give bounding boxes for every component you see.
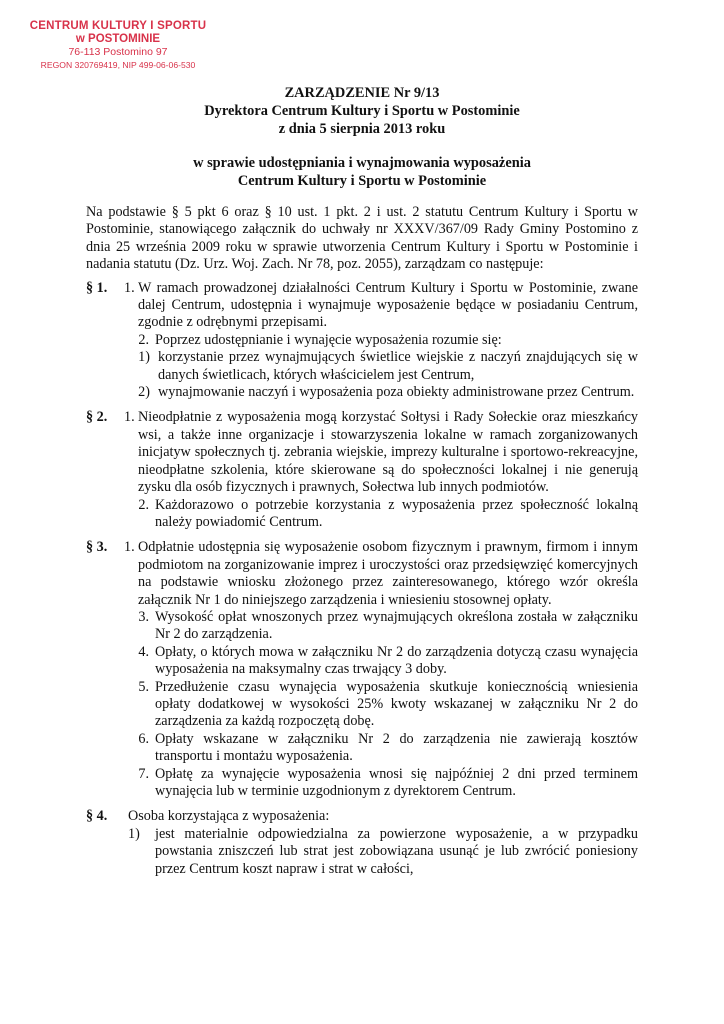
subject-line-2: Centrum Kultury i Sportu w Postominie [237, 173, 487, 189]
section-2: § 2. 1. Nieodpłatnie z wyposażenia mogą korzystać Sołtysi i Rady Sołeckie oraz mieszkańcy wsi, a także inne organizacje i stowarzyszenia lokalne w ramach zorganizowanych inicjatyw społecznych tj. zebrania wiejskie, imprezy kulturalne i sportowo-rekreacyjne, nieodpłatne szkolenia, które skierowane są do społeczności lokalnej i nie generują zysku dla osób fizycznych i prawnych, Sołectwa lub innych podmiotów. 2. Każdorazowo o potrzebie korzystania z wyposażenia przez społeczność lokalną należy powiadomić Centrum. [86, 409, 638, 530]
stamp-line-2: w POSTOMINIE [75, 33, 161, 45]
document-header [86, 84, 638, 138]
section-3-point-7-number: 7. [138, 765, 149, 782]
section-3-point-6: Opłaty wskazane w załączniku Nr 2 do zarządzenia nie zawierają kosztów transportu i montażu wyposażenia. [155, 730, 638, 765]
section-3-point-3: Wysokość opłat wnoszonych przez wynajmujących określona została w załączniku Nr 2 do zarządzenia. [155, 608, 638, 643]
stamp-line-1: CENTRUM KULTURY I SPORTU [29, 20, 207, 32]
organization-stamp [18, 20, 218, 72]
document-subject [86, 154, 638, 190]
document-date: z dnia 5 sierpnia 2013 roku [278, 121, 446, 137]
section-4-point-1: Osoba korzystająca z wyposażenia: [128, 808, 330, 825]
section-1-item-1-number: 1) [138, 349, 150, 366]
document-issuer: Dyrektora Centrum Kultury i Sportu w Postominie [204, 103, 520, 119]
section-2-point-1: Nieodpłatnie z wyposażenia mogą korzystać Sołtysi i Rady Sołeckie oraz mieszkańcy wsi, a także inne organizacje i stowarzyszenia lokalne w ramach zorganizowanych inicjatyw społecznych tj. zebrania wiejskie, imprezy kulturalne i sportowo-rekreacyjne, nieodpłatne szkolenia, które skierowane są do społeczności lokalnej i nie generują zysku dla osób fizycznych i prawnych, Sołectwa lub innych podmiotów. [138, 409, 638, 496]
section-3-point-6-number: 6. [138, 730, 149, 747]
section-3-point-1: Odpłatnie udostępnia się wyposażenie osobom fizycznym i prawnym, firmom i innym podmiotom na zorganizowanie imprez i uroczystości oraz przedsięwzięć komercyjnych na podstawie wniosku złożonego przez zainteresowanego, którego wzór określa załącznik Nr 1 do niniejszego zarządzenia i wniesieniu stosownej opłaty. [138, 539, 638, 608]
section-3-point-4-number: 4. [138, 643, 149, 660]
section-4-item-1: jest materialnie odpowiedzialna za powierzone wyposażenie, a w przypadku powstania zniszczeń lub strat jest zobowiązana usunąć je lub zwrócić poniesiony przez Centrum koszt napraw i strat w całości, [155, 825, 638, 877]
section-3: § 3. 1. Odpłatnie udostępnia się wyposażenie osobom fizycznym i prawnym, firmom i innym podmiotom na zorganizowanie imprez i uroczystości oraz przedsięwzięć komercyjnych na podstawie wniosku złożonego przez zainteresowanego, którego wzór określa załącznik Nr 1 do niniejszego zarządzenia i wniesieniu stosownej opłaty. 3. Wysokość opłat wnoszonych przez wynajmujących określona została w załączniku Nr 2 do zarządzenia. 4. Opłaty, o których mowa w załączniku Nr 2 do zarządzenia dotyczą czasu wynajęcia wyposażenia na maksymalny czas trwający 3 doby. 5. Przedłużenie czasu wynajęcia wyposażenia skutkuje koniecznością wniesienia opłaty dodatkowej w wysokości 25% kwoty wskazanej w załączniku Nr 2 do zarządzenia za każdą rozpoczętą dobę. 6. Opłaty wskazane w załączniku Nr 2 do zarządzenia nie zawierają kosztów transportu i montażu wyposażenia. 7. Opłatę za wynajęcie wyposażenia wnosi się najpóźniej 2 dni przed terminem wynajęcia lub w terminie uzgodnionym z dyrektorem Centrum. [86, 539, 638, 799]
section-1-item-2: wynajmowanie naczyń i wyposażenia poza obiekty administrowane przez Centrum. [158, 384, 635, 401]
section-1-point-2-number: 2. [138, 331, 149, 348]
section-2-label: § 2. [86, 409, 108, 426]
stamp-line-3: 76-113 Postomino 97 [68, 46, 168, 58]
section-3-label: § 3. [86, 539, 108, 556]
section-1-item-2-number: 2) [138, 384, 150, 401]
section-2-point-2-number: 2. [138, 496, 149, 513]
document-title: ZARZĄDZENIE Nr 9/13 [284, 85, 440, 101]
section-1-item-1: korzystanie przez wynajmujących świetlice wiejskie z naczyń znajdujących się w danych świetlicach, których właścicielem jest Centrum, [158, 349, 638, 383]
section-4-item-1-number: 1) [128, 825, 140, 842]
subject-line-1: w sprawie udostępniania i wynajmowania wyposażenia [193, 155, 531, 171]
section-1-point-2: Poprzez udostępnianie i wynajęcie wyposażenia rozumie się: [155, 331, 502, 348]
intro-paragraph: Na podstawie § 5 pkt 6 oraz § 10 ust. 1 pkt. 2 i ust. 2 statutu Centrum Kultury i Sportu w Postominie, stanowiącego załącznik do uchwały nr XXXV/367/09 Rady Gminy Postomino z dnia 25 września 2009 roku w sprawie utworzenia Centrum Kultury i Sportu w Postominie i nadania statutu (Dz. Urz. Woj. Zach. Nr 78, poz. 2055), zarządzam co następuje: [86, 204, 638, 273]
section-4 [86, 808, 638, 878]
document-body [86, 204, 638, 886]
section-1: § 1. 1. W ramach prowadzonej działalności Centrum Kultury i Sportu w Postominie, zwane dalej Centrum, udostępnia i wynajmuje wyposażenie będące w posiadaniu Centrum, zgodnie z odrębnymi przepisami. 2. Poprzez udostępnianie i wynajęcie wyposażenia rozumie się: 1) korzystanie przez wynajmujących świetlice wiejskie z naczyń znajdujących się w danych świetlicach, których właścicielem jest Centrum, 2) wynajmowanie naczyń i wyposażenia poza obiekty administrowane przez Centrum. [86, 279, 638, 401]
section-3-point-3-number: 3. [138, 608, 149, 625]
section-3-point-7: Opłatę za wynajęcie wyposażenia wnosi się najpóźniej 2 dni przed terminem wynajęcia lub w terminie uzgodnionym z dyrektorem Centrum. [155, 765, 638, 799]
section-3-point-4: Opłaty, o których mowa w załączniku Nr 2 do zarządzenia dotyczą czasu wynajęcia wyposażenia na maksymalny czas trwający 3 doby. [155, 643, 638, 678]
section-2-point-2: Każdorazowo o potrzebie korzystania z wyposażenia przez społeczność lokalną należy powiadomić Centrum. [155, 496, 638, 530]
section-1-label: § 1. [86, 279, 108, 296]
section-1-point-1: W ramach prowadzonej działalności Centrum Kultury i Sportu w Postominie, zwane dalej Centrum, udostępnia i wynajmuje wyposażenie będące w posiadaniu Centrum, zgodnie z odrębnymi przepisami. [138, 279, 638, 331]
section-3-point-5-number: 5. [138, 678, 149, 695]
section-3-point-5: Przedłużenie czasu wynajęcia wyposażenia skutkuje koniecznością wniesienia opłaty dodatkowej w wysokości 25% kwoty wskazanej w załączniku Nr 2 do zarządzenia za każdą rozpoczętą dobę. [155, 678, 638, 730]
section-4-label: § 4. [86, 808, 108, 825]
stamp-line-4: REGON 320769419, NIP 499-06-06-530 [40, 60, 196, 70]
